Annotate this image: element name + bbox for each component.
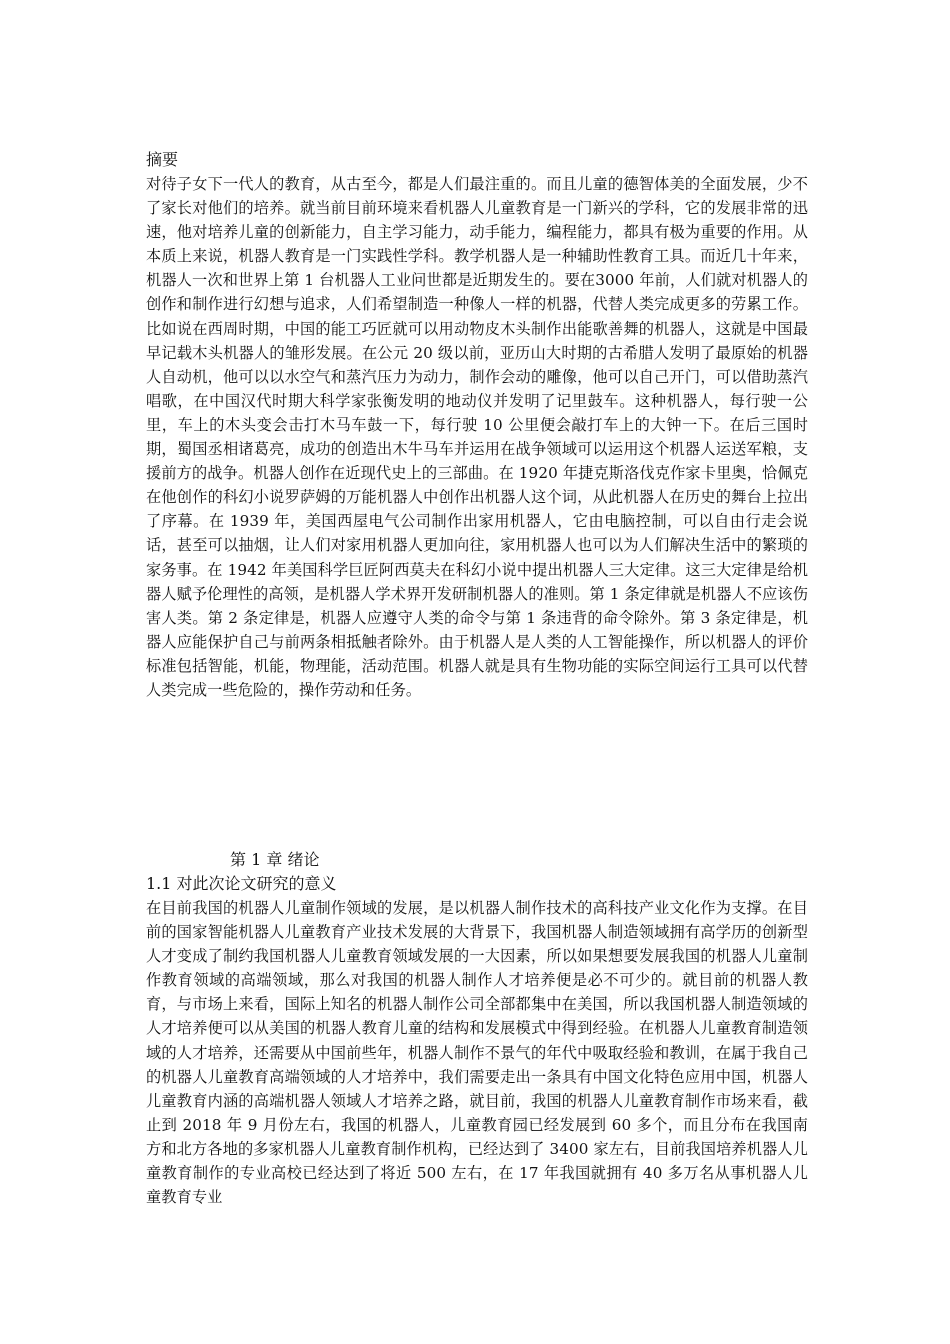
section-paragraph: 在目前我国的机器人儿童制作领域的发展，是以机器人制作技术的高科技产业文化作为支撑。在目前的国家智能机器人儿童教育产业技术发展的大背景下，我国机器人制造领域拥有高学历的创新型人才变成了制约我国机器人儿童教育领域发展的一大因素，所以如果想要发展我国的机器人儿童制作教育领域的高端领域，那么对我国的机器人制作人才培养便是必不可少的。就目前的机器人教育，与市场上来看，国际上知名的机器人制作公司全部都集中在美国，所以我国机器人制造领域的人才培养便可以从美国的机器人教育儿童的结构和发展模式中得到经验。在机器人儿童教育制造领域的人才培养，还需要从中国前些年，机器人制作不景气的年代中吸取经验和教训，在属于我自己的机器人儿童教育高端领域的人才培养中，我们需要走出一条具有中国文化特色应用中国，机器人儿童教育内涵的高端机器人领域人才培养之路，就目前，我国的机器人儿童教育制作市场来看，截止到 2018 年 9 月份左右，我国的机器人，儿童教育园已经发展到 60 多个，而且分布在我国南方和北方各地的多家机器人儿童教育制作机构，已经达到了 3400 家左右，目前我国培养机器人儿童教育制作的专业高校已经达到了将近 500 左右，在 17 年我国就拥有 40 多万名从事机器人儿童教育专业 [146, 899, 808, 1207]
section-heading: 1.1 对此次论文研究的意义 [146, 874, 337, 893]
abstract-paragraph: 对待子女下一代人的教育，从古至今，都是人们最注重的。而且儿童的德智体美的全面发展，少不了家长对他们的培养。就当前目前环境来看机器人儿童教育是一门新兴的学科，它的发展非常的迅速，他对培养儿童的创新能力，自主学习能力，动手能力，编程能力，都具有极为重要的作用。从本质上来说，机器人教育是一门实践性学科。教学机器人是一种辅助性教育工具。而近几十年来，机器人一次和世界上第 1 台机器人工业问世都是近期发生的。要在3000 年前，人们就对机器人的创作和制作进行幻想与追求，人们希望制造一种像人一样的机器，代替人类完成更多的劳累工作。比如说在西周时期，中国的能工巧匠就可以用动物皮木头制作出能歌善舞的机器人，这就是中国最早记载木头机器人的雏形发展。在公元 20 级以前，亚历山大时期的古希腊人发明了最原始的机器人自动机，他可以以水空气和蒸汽压力为动力，制作会动的雕像，他可以自己开门，可以借助蒸汽唱歌，在中国汉代时期大科学家张衡发明的地动仪并发明了记里鼓车。这种机器人，每行驶一公里，车上的木头变会击打木马车鼓一下，每行驶 10 公里便会敲打车上的大钟一下。在后三国时期，蜀国丞相诸葛亮，成功的创造出木牛马车并运用在战争领域可以运用这个机器人运送军粮，支援前方的战争。机器人创作在近现代史上的三部曲。在 1920 年捷克斯洛伐克作家卡里奥，恰佩克在他创作的科幻小说罗萨姆的万能机器人中创作出机器人这个词，从此机器人在历史的舞台上拉出了序幕。在 1939 年，美国西屋电气公司制作出家用机器人，它由电脑控制，可以自由行走会说话，甚至可以抽烟，让人们对家用机器人更加向往，家用机器人也可以为人们解决生活中的繁琐的家务事。在 1942 年美国科学巨匠阿西莫夫在科幻小说中提出机器人三大定律。这三大定律是给机器人赋予伦理性的高领，是机器人学术界开发研制机器人的准则。第 1 条定律就是机器人不应该伤害人类。第 2 条定律是，机器人应遵守人类的命令与第 1 条违背的命令除外。第 3 条定律是，机器人应能保护自己与前两条相抵触者除外。由于机器人是人类的人工智能操作，所以机器人的评价标准包括智能，机能，物理能，活动范围。机器人就是具有生物功能的实际空间运行工具可以代替人类完成一些危险的，操作劳动和任务。 [146, 175, 808, 699]
chapter-heading: 第 1 章 绪论 [230, 850, 320, 869]
abstract-heading: 摘要 [146, 150, 179, 169]
